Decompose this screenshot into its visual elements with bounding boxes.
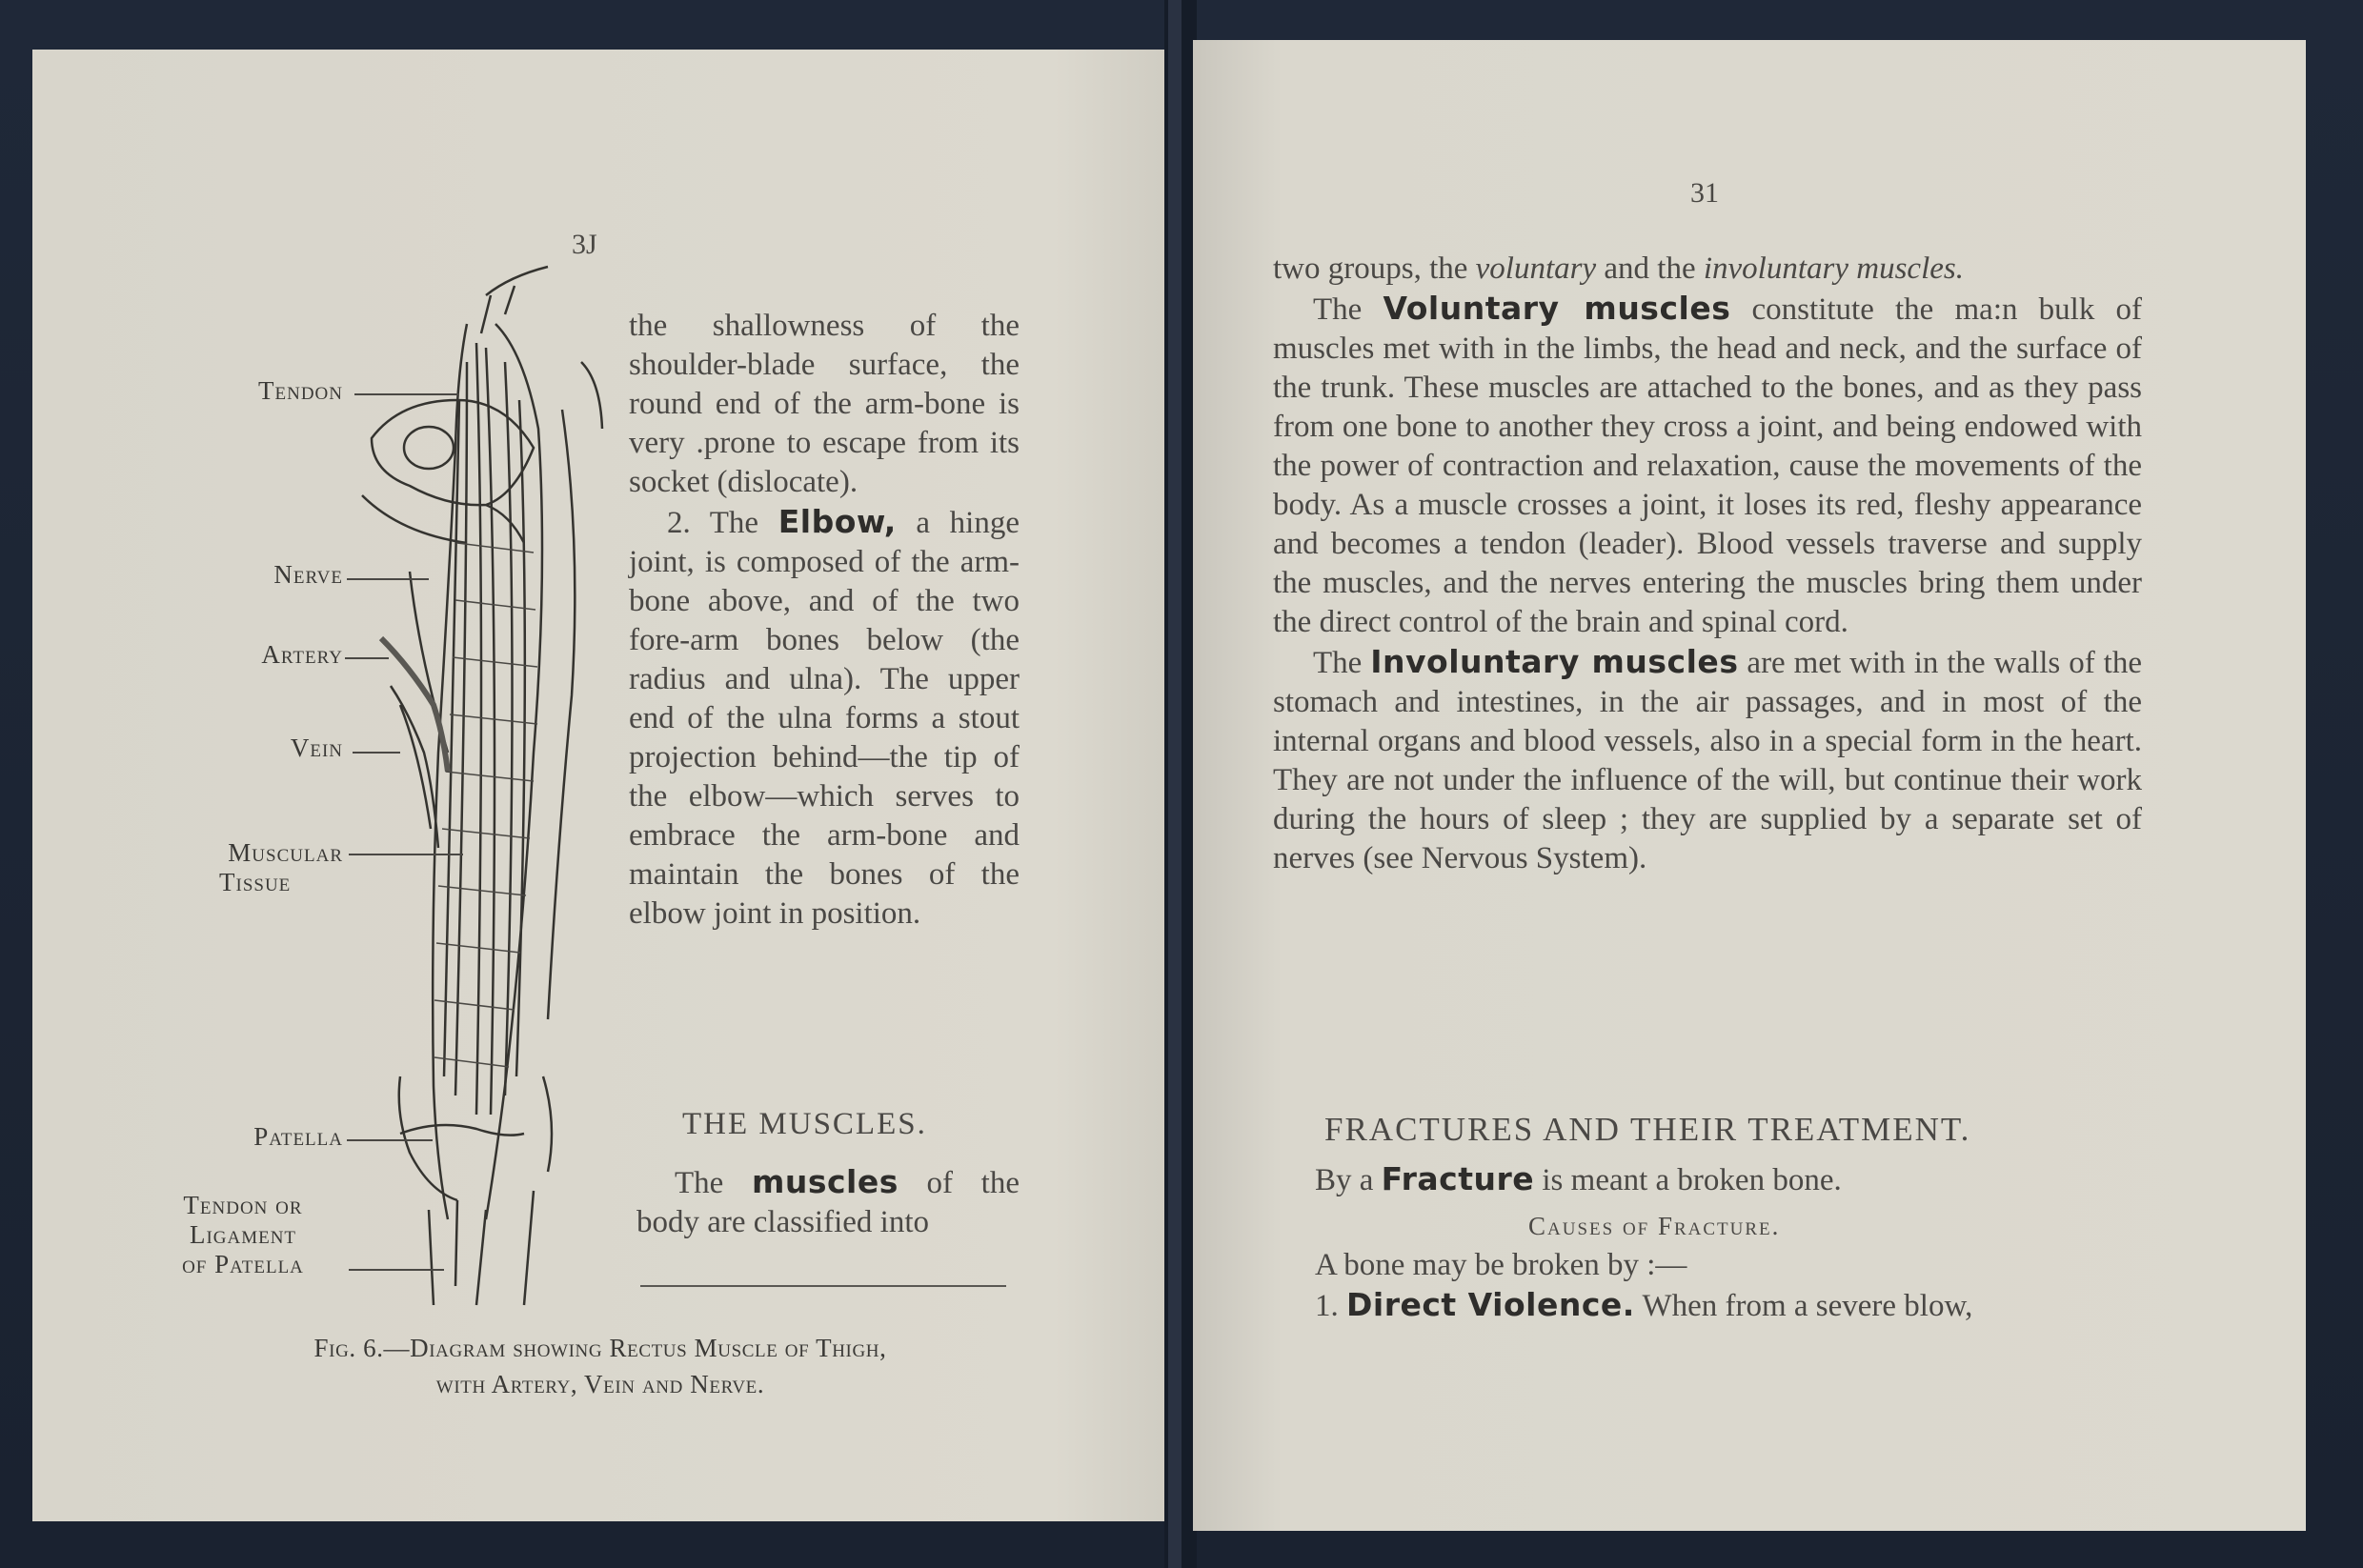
label-muscular-tissue — [143, 838, 343, 897]
label-tendon-ligament — [143, 1191, 343, 1279]
term-voluntary-italic: voluntary — [1475, 251, 1597, 286]
subheading-causes: Causes of Fracture. — [1528, 1212, 1781, 1240]
label-tendon-or: Tendon or — [183, 1191, 303, 1219]
label-ligament: Ligament — [189, 1220, 297, 1250]
paragraph-two-groups — [1273, 250, 2142, 289]
leader-vein — [353, 752, 400, 754]
paragraph-elbow — [629, 502, 1020, 934]
fracture-definition — [1315, 1160, 1842, 1198]
two-groups-mid: and the — [1596, 251, 1704, 286]
caption-line-1: Fig. 6.—Diagram showing Rectus Muscle of Thigh, — [313, 1334, 887, 1362]
paragraph-muscles-intro — [636, 1162, 1020, 1242]
leader-tendon — [354, 393, 459, 395]
voluntary-pre: The — [1313, 292, 1383, 327]
definition-rest: is meant a broken bone. — [1534, 1163, 1842, 1197]
term-fracture: Fracture — [1381, 1160, 1535, 1197]
paragraph-shoulder: the shallowness of the shoulder-blade surface, the round end of the arm-bone is very .prone to escape from its socket (dislocate). — [629, 309, 1020, 499]
figure-caption — [172, 1330, 1029, 1402]
item-number: 1. — [1315, 1289, 1346, 1323]
heading-the-muscles: THE MUSCLES. — [682, 1107, 927, 1141]
leader-nerve — [347, 578, 429, 580]
elbow-number: 2. The — [667, 506, 778, 540]
term-voluntary-muscles: Voluntary muscles — [1383, 290, 1731, 327]
item-direct-violence — [1315, 1286, 2144, 1324]
term-involuntary-italic: involuntary muscles. — [1703, 251, 1964, 286]
direct-violence-rest: When from a severe blow, — [1634, 1289, 1973, 1323]
label-tissue: Tissue — [219, 868, 292, 897]
gutter-shade — [1168, 0, 1182, 1568]
elbow-description: a hinge joint, is composed of the arm-bone above, and of the two fore-arm bones below (the radius and ulna). The upper end of the ulna forms a stout projection behind—the tip of the elbow—which serves to embrace the arm-bone and maintain the bones of the elbow joint in position. — [629, 506, 1020, 931]
separator-rule — [640, 1285, 1006, 1287]
muscles-intro-pre: The — [675, 1166, 752, 1200]
heading-fractures: FRACTURES AND THEIR TREATMENT. — [1324, 1111, 1971, 1148]
line-bone-broken-by: A bone may be broken by :— — [1315, 1248, 1687, 1282]
label-patella: Patella — [253, 1122, 343, 1151]
left-page-number: 3J — [572, 229, 597, 260]
left-body-text — [629, 307, 1020, 934]
rectus-muscle-diagram — [343, 257, 629, 1315]
paragraph-voluntary — [1273, 289, 2142, 642]
right-page-number: 31 — [1690, 177, 1719, 209]
leader-tendon-ligament — [349, 1269, 444, 1271]
term-direct-violence: Direct Violence. — [1346, 1286, 1635, 1323]
caption-line-2: with Artery, Vein and Nerve. — [435, 1370, 765, 1398]
label-nerve: Nerve — [273, 560, 343, 589]
leader-muscular-tissue — [349, 854, 463, 855]
term-elbow: Elbow, — [778, 503, 897, 540]
label-artery: Artery — [261, 640, 343, 669]
involuntary-description: are met with in the walls of the stomach and intestines, in the air passages, and in most of the internal organs and blood vessels, also in a special form in the heart. They are not under the influence of the will, but continue their work during the hours of sleep ; they are supplied by a separate set of nerves (see Nervous System). — [1273, 646, 2142, 875]
muscles-intro-rest: of the body are classified into — [636, 1166, 1020, 1239]
label-tendon: Tendon — [258, 376, 343, 405]
leader-artery — [345, 657, 389, 659]
paragraph-involuntary — [1273, 642, 2142, 878]
involuntary-pre: The — [1313, 646, 1371, 680]
term-involuntary-muscles: Involuntary muscles — [1370, 643, 1739, 680]
leader-patella — [347, 1139, 433, 1141]
label-muscular: Muscular — [228, 838, 343, 867]
label-vein: Vein — [290, 734, 343, 762]
voluntary-description: constitute the ma:n bulk of muscles met with in the limbs, the head and neck, and the surface of the trunk. These muscles are attached to the bones, and as they pass from one bone to another they cross a joint, and being endowed with the power of contraction and relaxation, cause the movements of the body. As a muscle crosses a joint, it loses its red, fleshy appearance and becomes a tendon (leader). Blood vessels traverse and supply the muscles, and the nerves entering the muscles bring them under the direct control of the brain and spinal cord. — [1273, 292, 2142, 639]
term-muscles: muscles — [751, 1163, 899, 1200]
label-of-patella: of Patella — [182, 1250, 304, 1279]
two-groups-pre: two groups, the — [1273, 251, 1476, 286]
right-body-text — [1273, 250, 2142, 878]
definition-pre: By a — [1315, 1163, 1382, 1197]
